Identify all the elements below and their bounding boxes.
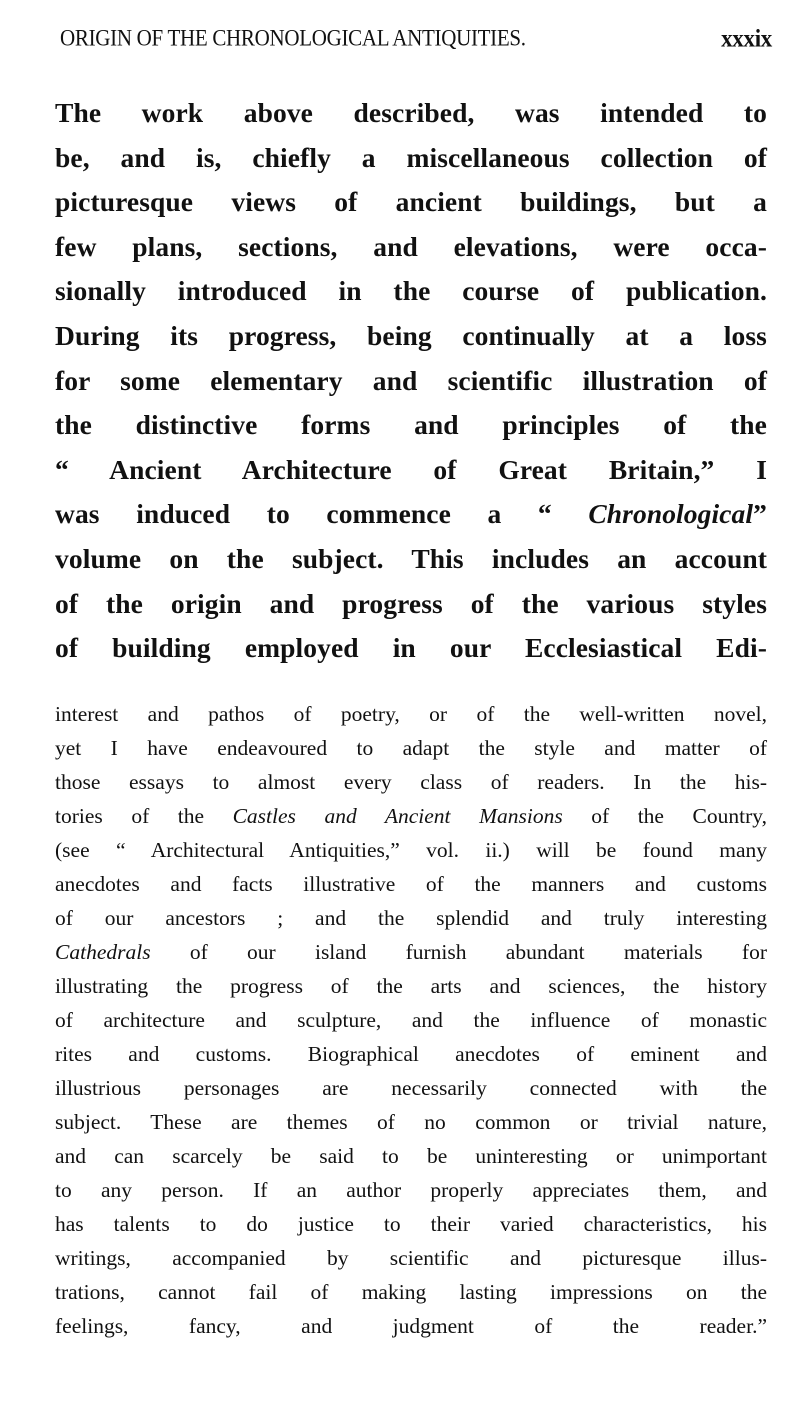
text-line xyxy=(55,969,767,1003)
text-segment: trations, cannot fail of making lasting impressions on the xyxy=(55,1280,767,1304)
text-line xyxy=(55,1207,767,1241)
text-segment: of our ancestors ; and the splendid and truly interesting xyxy=(55,906,767,930)
text-segment: yet I have endeavoured to adapt the style and matter of xyxy=(55,736,767,760)
text-line xyxy=(55,1173,767,1207)
text-line xyxy=(55,314,767,358)
text-segment: tories of the xyxy=(55,804,233,828)
text-line xyxy=(55,901,767,935)
text-segment: volume on the subject. This includes an account xyxy=(55,543,767,574)
text-segment: writings, accompanied by scientific and picturesque illus- xyxy=(55,1246,767,1270)
text-line xyxy=(55,1037,767,1071)
text-line xyxy=(55,1139,767,1173)
text-line xyxy=(55,833,767,867)
text-segment: subject. These are themes of no common or trivial nature, xyxy=(55,1110,767,1134)
text-line xyxy=(55,91,767,135)
text-line xyxy=(55,626,767,670)
text-line xyxy=(55,1241,767,1275)
running-title: ORIGIN OF THE CHRONOLOGICAL ANTIQUITIES. xyxy=(60,24,526,52)
text-segment: has talents to do justice to their varied characteristics, his xyxy=(55,1212,767,1236)
text-segment: (see “ Architectural Antiquities,” vol. ii.) will be found many xyxy=(55,838,767,862)
text-segment: sionally introduced in the course of publication. xyxy=(55,275,767,307)
text-segment: few plans, sections, and elevations, were occa- xyxy=(55,230,767,262)
text-line xyxy=(55,269,767,313)
text-segment: anecdotes and facts illustrative of the manners and customs xyxy=(55,872,767,896)
italic-text: Castles and Ancient Mansions xyxy=(232,804,563,828)
text-line xyxy=(55,1275,767,1309)
text-segment: was induced to commence a “ xyxy=(55,498,589,530)
text-line xyxy=(55,136,767,180)
text-segment: feelings, fancy, and judgment of the reader.” xyxy=(55,1314,767,1338)
text-segment: of the Country, xyxy=(562,804,767,828)
text-segment: illustrating the progress of the arts and sciences, the history xyxy=(55,974,767,998)
text-segment: interest and pathos of poetry, or of the well-written novel, xyxy=(55,702,767,726)
text-segment: to any person. If an author properly appreciates them, and xyxy=(55,1178,767,1202)
text-line xyxy=(55,359,767,403)
text-segment: be, and is, chiefly a miscellaneous collection of xyxy=(55,141,767,173)
text-line xyxy=(55,731,767,765)
text-segment: and can scarcely be said to be uninteresting or unimportant xyxy=(55,1144,767,1168)
text-line xyxy=(55,799,767,833)
running-header xyxy=(60,25,772,54)
text-segment: “ Ancient Architecture of Great Britain,” I xyxy=(55,453,767,485)
text-line xyxy=(55,403,767,447)
text-segment: The work above described, was intended to xyxy=(55,97,767,128)
page-number: xxxix xyxy=(721,24,772,53)
text-segment: of building employed in our Ecclesiastical Edi- xyxy=(55,632,767,664)
text-segment: ” xyxy=(753,498,767,530)
text-line xyxy=(55,492,767,536)
text-segment: of the origin and progress of the various styles xyxy=(55,587,767,619)
text-segment: of our island furnish abundant materials for xyxy=(150,940,767,964)
text-line xyxy=(55,935,767,969)
text-line xyxy=(55,225,767,269)
text-line xyxy=(55,448,767,492)
text-line xyxy=(55,697,767,731)
text-segment: for some elementary and scientific illustration of xyxy=(55,364,767,396)
text-line xyxy=(55,867,767,901)
text-line xyxy=(55,582,767,626)
text-line xyxy=(55,1003,767,1037)
text-line xyxy=(55,1071,767,1105)
italic-text: Chronological xyxy=(588,498,754,530)
text-segment: picturesque views of ancient buildings, but a xyxy=(55,186,767,218)
text-line xyxy=(55,537,767,581)
text-line xyxy=(55,1309,767,1343)
text-segment: illustrious personages are necessarily connected with the xyxy=(55,1076,767,1100)
text-segment: rites and customs. Biographical anecdotes of eminent and xyxy=(55,1042,767,1066)
text-segment: the distinctive forms and principles of the xyxy=(55,409,767,441)
text-line xyxy=(55,765,767,799)
text-segment: of architecture and sculpture, and the influence of monastic xyxy=(55,1008,767,1032)
text-line xyxy=(55,180,767,224)
text-line xyxy=(55,1105,767,1139)
text-segment: those essays to almost every class of readers. In the his- xyxy=(55,770,767,794)
italic-text: Cathedrals xyxy=(55,940,151,964)
text-segment: During its progress, being continually at a loss xyxy=(55,320,767,351)
